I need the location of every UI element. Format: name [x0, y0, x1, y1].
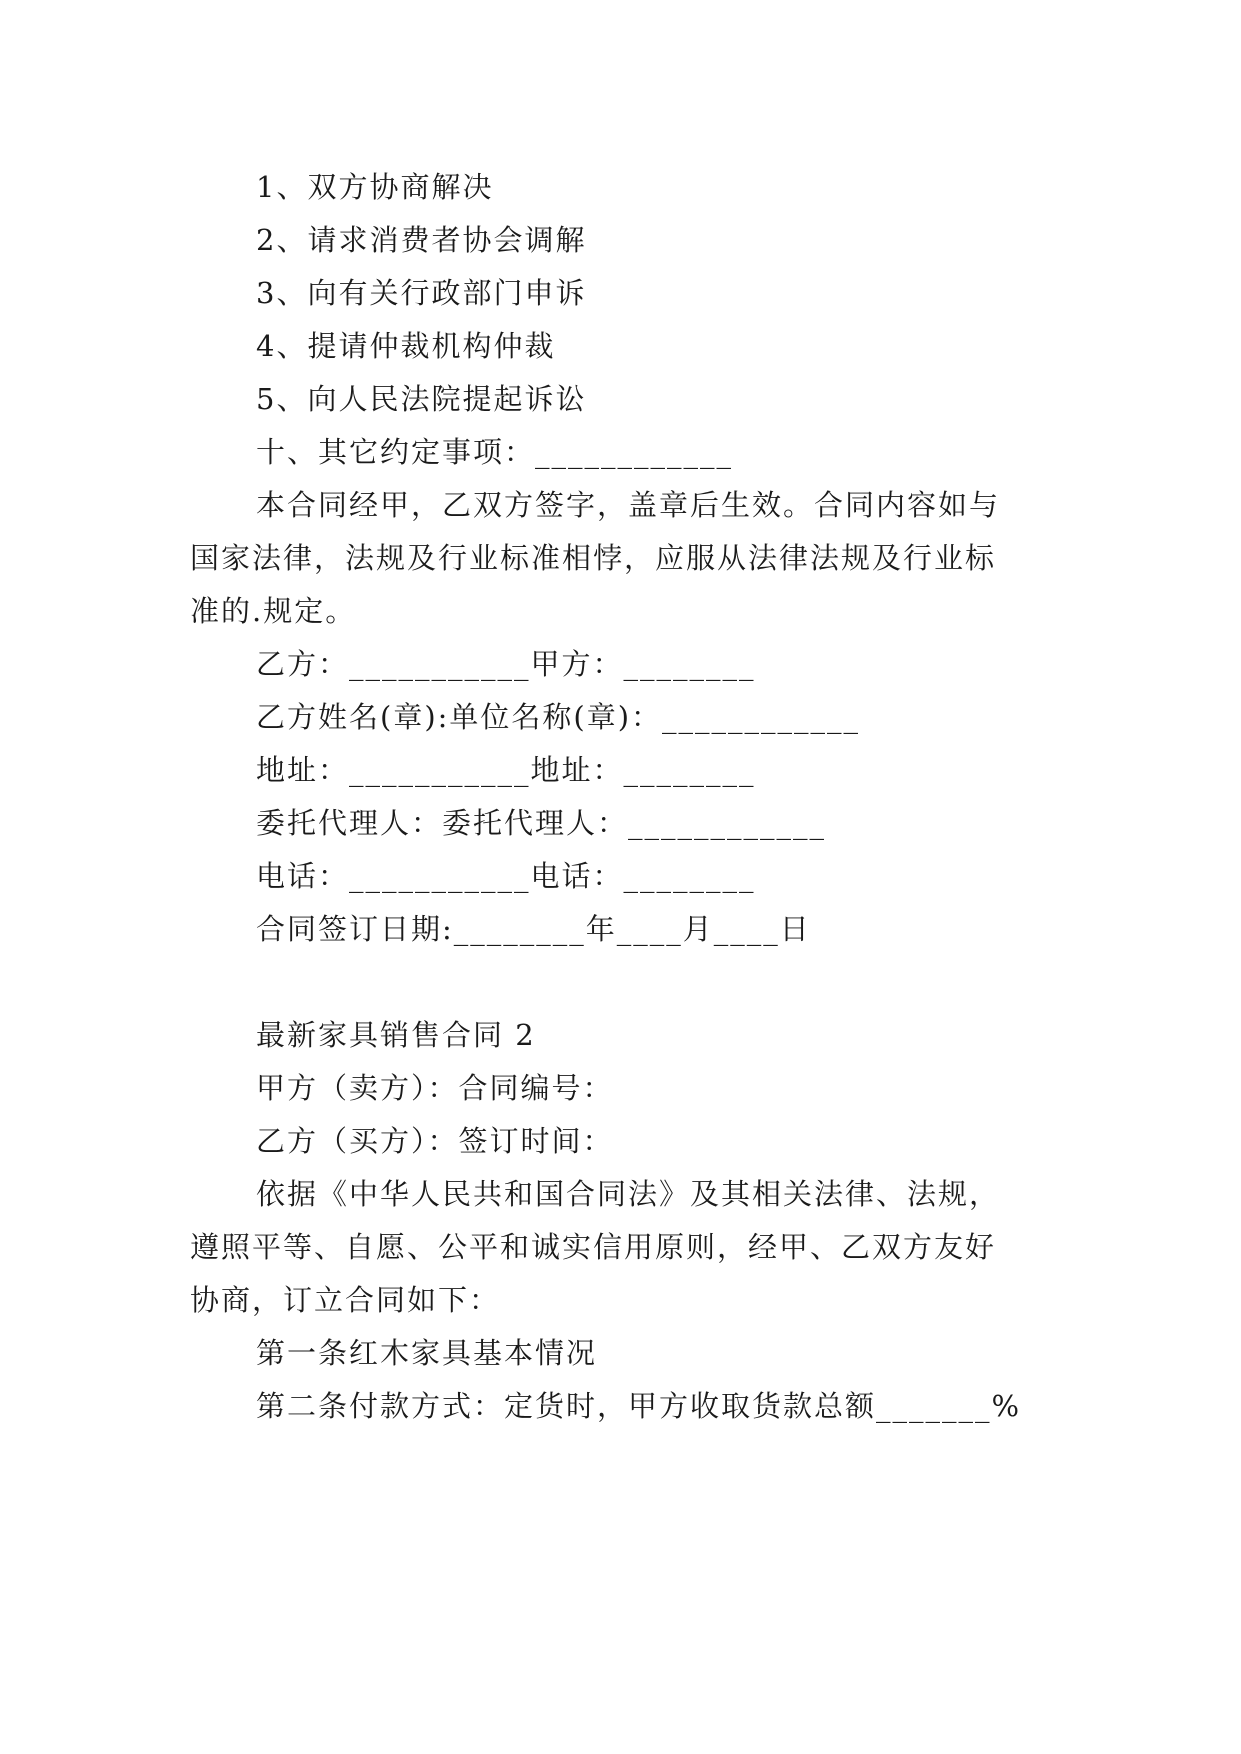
party-b-line: 乙方（买方）：签订时间： — [256, 1124, 614, 1158]
list-item-2: 2、请求消费者协会调解 — [256, 223, 587, 257]
signature-agent-line: 委托代理人：委托代理人：____________ — [256, 806, 827, 840]
section-title: 最新家具销售合同 2 — [256, 1018, 536, 1052]
article-two: 第二条付款方式：定货时，甲方收取货款总额_______% — [256, 1389, 1022, 1423]
signing-date-line: 合同签订日期:________年____月____日 — [256, 912, 811, 946]
list-item-4: 4、提请仲裁机构仲裁 — [256, 329, 556, 363]
signature-address-line: 地址：___________地址：________ — [256, 753, 756, 787]
list-item-1: 1、双方协商解决 — [256, 170, 494, 204]
article-one: 第一条红木家具基本情况 — [256, 1336, 598, 1370]
paragraph-effect-line-2: 国家法律，法规及行业标准相悖，应服从法律法规及行业标 — [190, 541, 997, 575]
clause-ten: 十、其它约定事项：____________ — [256, 435, 734, 469]
paragraph-effect-line-1: 本合同经甲，乙双方签字，盖章后生效。合同内容如与 — [256, 488, 1001, 522]
signature-party-line: 乙方：___________甲方：________ — [256, 647, 756, 681]
paragraph-effect-line-3: 准的.规定。 — [190, 594, 357, 628]
basis-paragraph-line-1: 依据《中华人民共和国合同法》及其相关法律、法规， — [256, 1177, 1001, 1211]
signature-name-line: 乙方姓名(章):单位名称(章)：____________ — [256, 700, 861, 734]
signature-phone-line: 电话：___________电话：________ — [256, 859, 756, 893]
party-a-line: 甲方（卖方）：合同编号： — [256, 1071, 614, 1105]
list-item-3: 3、向有关行政部门申诉 — [256, 276, 587, 310]
list-item-5: 5、向人民法院提起诉讼 — [256, 382, 587, 416]
basis-paragraph-line-3: 协商，订立合同如下： — [190, 1283, 501, 1317]
basis-paragraph-line-2: 遵照平等、自愿、公平和诚实信用原则，经甲、乙双方友好 — [190, 1230, 997, 1264]
